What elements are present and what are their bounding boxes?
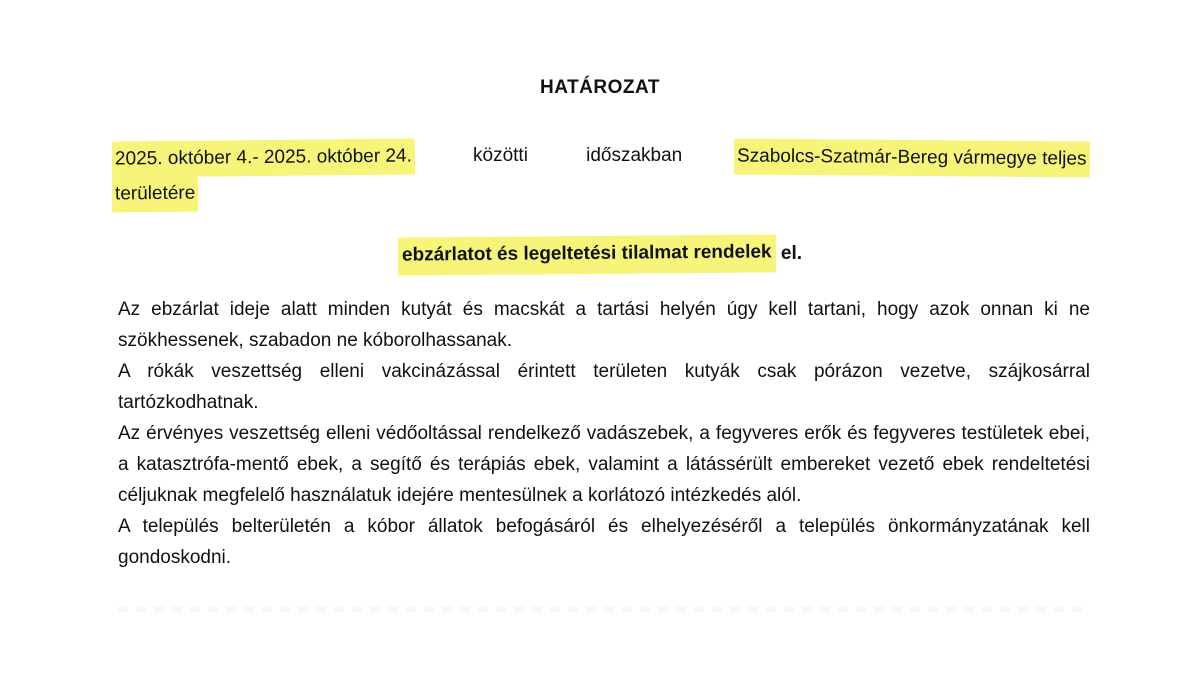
paragraph-fox-vaccination-area: A rókák veszettség elleni vakcinázással érintett területen kutyák csak pórázon vezetve, szájkosárral tartózkodhatnak. (118, 361, 1090, 413)
faint-cut-off-text-row (118, 606, 1090, 612)
paragraph-dog-cat-restriction: Az ebzárlat ideje alatt minden kutyát és macskát a tartási helyén úgy kell tartani, hogy azok onnan ki ne szökhessenek, szabadon ne kóborolhassanak. (118, 299, 1090, 351)
intro-line-2 (114, 176, 1090, 212)
intro-line-1 (114, 140, 1090, 176)
paragraph-exemptions: Az érvényes veszettség elleni védőoltással rendelkező vadászebek, a fegyveres erők és fegyveres testületek ebei, a katasztrófa-mentő ebek, a segítő és terápiás ebek, valamint a látássérült embereket vezető ebek rendeltetési céljuknak megfelelő használatuk idejére mentesülnek a korlátozó intézkedés alól. (118, 423, 1090, 506)
decision-statement (0, 236, 1200, 274)
period-word: időszakban (586, 145, 683, 166)
date-range-highlight: 2025. október 4.- 2025. október 24. (112, 138, 415, 177)
decision-highlight: ebzárlatot és legeltetési tilalmat rendelek (398, 234, 776, 275)
intro-paragraph (114, 140, 1090, 212)
territory-highlight: területére (112, 176, 199, 213)
between-word: közötti (473, 145, 528, 166)
decision-tail: el. (775, 243, 802, 264)
paragraph-stray-animals: A település belterületén a kóbor állatok befogásáról és elhelyezéséről a település önkormányzatának kell gondoskodni. (118, 516, 1090, 568)
county-highlight: Szabolcs-Szatmár-Bereg vármegye teljes (734, 138, 1090, 177)
document-title: HATÁROZAT (540, 77, 660, 98)
body-text (118, 294, 1090, 573)
